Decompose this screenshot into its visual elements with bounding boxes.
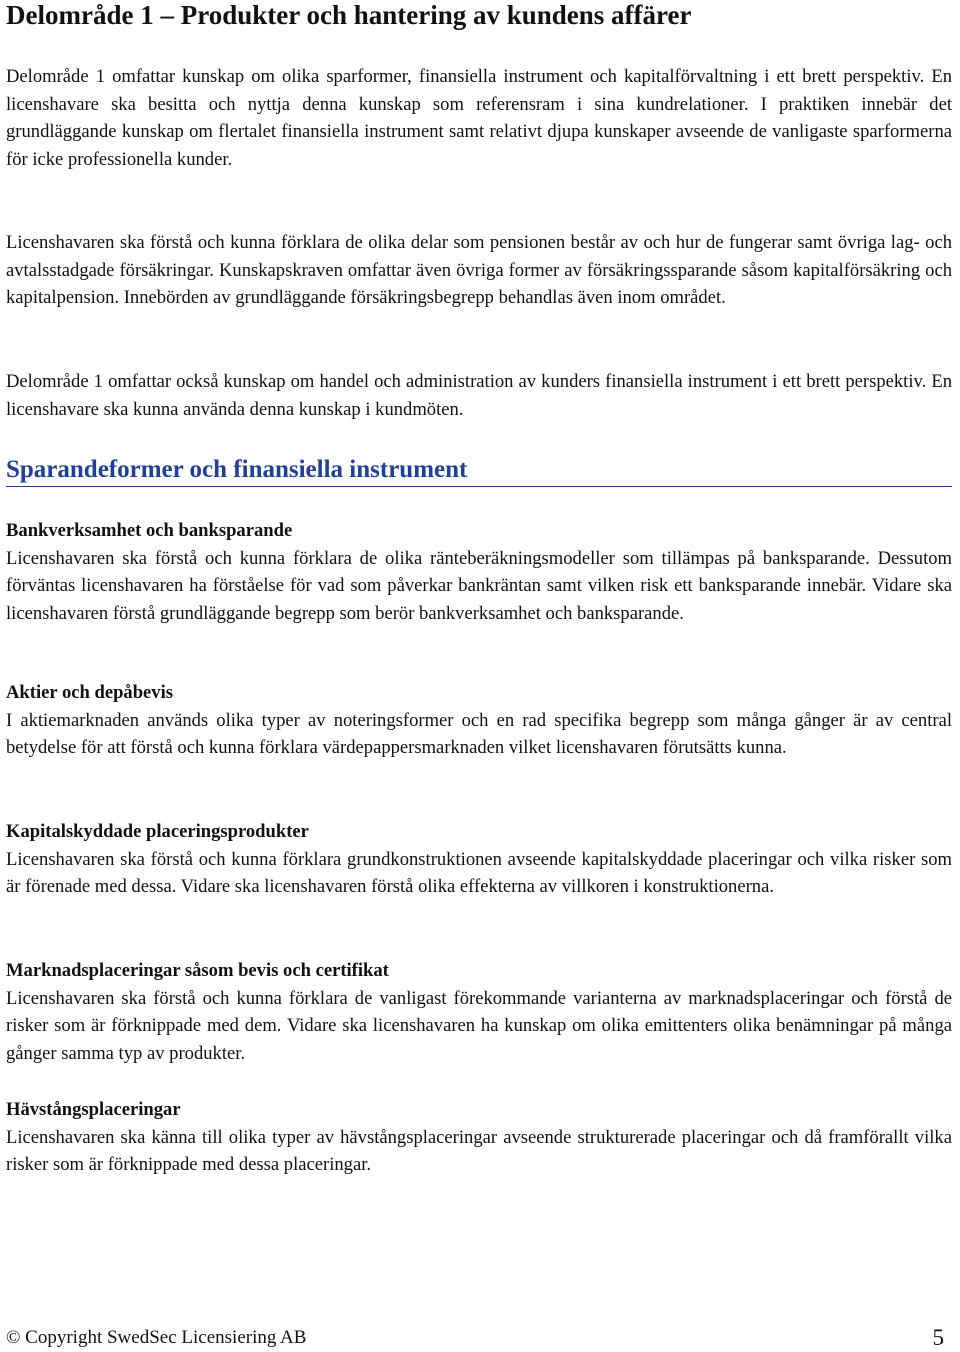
subsection-body: Licenshavaren ska förstå och kunna förklara grundkonstruktionen avseende kapitalskyddade placeringar och vilka risker som är förenade med dessa. Vidare ska licenshavaren förstå olika effekterna av villkoren i konstruktionerna.: [6, 848, 952, 897]
subsection-marknadsplaceringar: [6, 957, 952, 1067]
section-heading: Sparandeformer och finansiella instrument: [6, 455, 952, 487]
footer-copyright: © Copyright SwedSec Licensiering AB: [6, 1327, 307, 1348]
intro-paragraph-3: Delområde 1 omfattar också kunskap om handel och administration av kunders finansiella instrument i ett brett perspektiv. En licenshavare ska kunna använda denna kunskap i kundmöten.: [6, 371, 952, 420]
intro-paragraph-2: Licenshavaren ska förstå och kunna förklara de olika delar som pensionen består av och hur de fungerar samt övriga lag- och avtalsstadgade försäkringar. Kunskapskraven omfattar även övriga former av försäkringssparande såsom kapitalförsäkring och kapitalpension. Innebörden av grundläggande försäkringsbegrepp behandlas även inom området.: [6, 232, 952, 308]
subsection-heading: Aktier och depåbevis: [6, 682, 174, 703]
subsection-havstang: [6, 1096, 952, 1179]
footer-page-number: 5: [932, 1325, 944, 1350]
subsection-body: I aktiemarknaden används olika typer av noteringsformer och en rad specifika begrepp som många gånger är av central betydelse för att förstå och kunna förklara värdepappersmarknaden vilket licenshavaren förutsätts kunna.: [6, 709, 952, 758]
page-title: Delområde 1 – Produkter och hantering av kundens affärer: [6, 0, 692, 30]
subsection-aktier: [6, 679, 952, 762]
subsection-body: Licenshavaren ska förstå och kunna förklara de vanligast förekommande varianterna av marknadsplaceringar och förstå de risker som är förknippade med dem. Vidare ska licenshavaren ha kunskap om olika emittenters olika benämningar på många gånger samma typ av produkter.: [6, 987, 952, 1064]
subsection-heading: Bankverksamhet och banksparande: [6, 520, 293, 541]
subsection-bankverksamhet: [6, 517, 952, 627]
subsection-heading: Marknadsplaceringar såsom bevis och certifikat: [6, 960, 389, 981]
subsection-body: Licenshavaren ska känna till olika typer av hävstångsplaceringar avseende strukturerade placeringar och då framförallt vilka risker som är förknippade med dessa placeringar.: [6, 1126, 952, 1175]
subsection-heading: Hävstångsplaceringar: [6, 1099, 181, 1120]
subsection-kapitalskyddade: [6, 818, 952, 901]
intro-paragraph-1: Delområde 1 omfattar kunskap om olika sparformer, finansiella instrument och kapitalförvaltning i ett brett perspektiv. En licenshavare ska besitta och nyttja denna kunskap som referensram i sina kundrelationer. I praktiken innebär det grundläggande kunskap om flertalet finansiella instrument samt relativt djupa kunskaper avseende de vanligaste sparformerna för icke professionella kunder.: [6, 66, 952, 170]
subsection-heading: Kapitalskyddade placeringsprodukter: [6, 821, 309, 842]
subsection-body: Licenshavaren ska förstå och kunna förklara de olika ränteberäkningsmodeller som tillämpas på banksparande. Dessutom förväntas licenshavaren ha förståelse för vad som påverkar bankräntan samt vilken risk ett banksparande innebär. Vidare ska licenshavaren förstå grundläggande begrepp som berör bankverksamhet och banksparande.: [6, 547, 952, 624]
